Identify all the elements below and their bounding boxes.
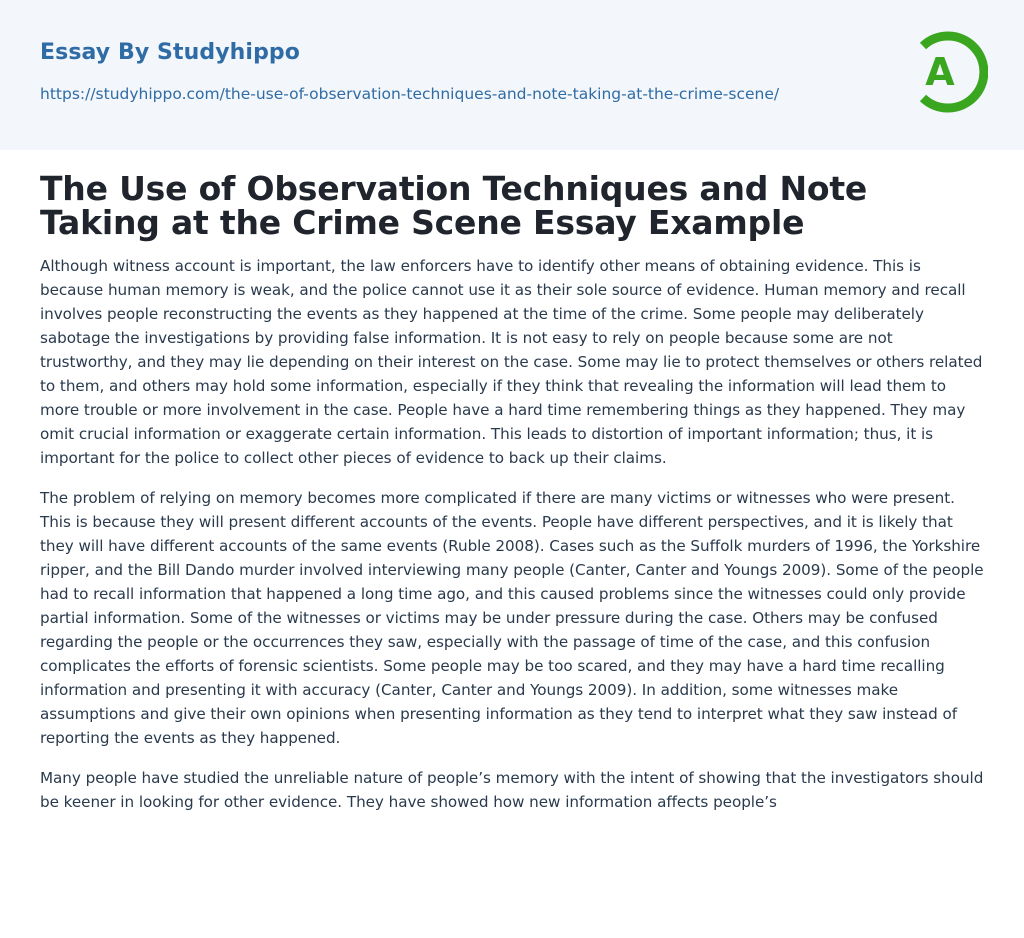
article-paragraph-2: The problem of relying on memory becomes more complicated if there are many victims or witnesses who were present. This is because they will present different accounts of the events. People have different perspectives, and it is likely that they will have different accounts of the same events (Ruble 2008). Cases such as the Suffolk murders of 1996, the Yorkshire ripper, and the Bill Dando murder involved interviewing many people (Canter, Canter and Youngs 2009). Some of the people had to recall information that happened a long time ago, and this caused problems since the witnesses could only provide partial information. Some of the witnesses or victims may be under pressure during the case. Others may be confused regarding the people or the occurrences they saw, especially with the passage of time of the case, and this confusion complicates the efforts of forensic scientists. Some people may be too scared, and they may have a hard time recalling information and presenting it with accuracy (Canter, Canter and Youngs 2009). In addition, some witnesses make assumptions and give their own opinions when presenting information as they tend to interpret what they saw instead of reporting the events as they happened. [40, 489, 984, 747]
site-header [0, 0, 1024, 150]
article-paragraph-3: Many people have studied the unreliable nature of people’s memory with the intent of showing that the investigators should be keener in looking for other evidence. They have showed how new information affects people’s [40, 769, 984, 811]
source-url-link[interactable]: https://studyhippo.com/the-use-of-observation-techniques-and-note-taking-at-the-crime-scene/ [40, 85, 780, 103]
article [0, 169, 1024, 814]
site-brand[interactable]: Essay By Studyhippo [40, 40, 300, 65]
studyhippo-logo-icon[interactable] [906, 28, 988, 116]
logo-letter: A [925, 50, 955, 94]
article-paragraph-1: Although witness account is important, the law enforcers have to identify other means of obtaining evidence. This is because human memory is weak, and the police cannot use it as their sole source of evidence. Human memory and recall involves people reconstructing the events as they happened at the time of the crime. Some people may deliberately sabotage the investigations by providing false information. It is not easy to rely on people because some are not trustworthy, and they may lie depending on their interest on the case. Some may lie to protect themselves or others related to them, and others may hold some information, especially if they think that revealing the information will lead them to more trouble or more involvement in the case. People have a hard time remembering things as they happened. They may omit crucial information or exaggerate certain information. This leads to distortion of important information; thus, it is important for the police to collect other pieces of evidence to back up their claims. [40, 257, 983, 467]
article-title: The Use of Observation Techniques and Note Taking at the Crime Scene Essay Example [40, 169, 868, 242]
